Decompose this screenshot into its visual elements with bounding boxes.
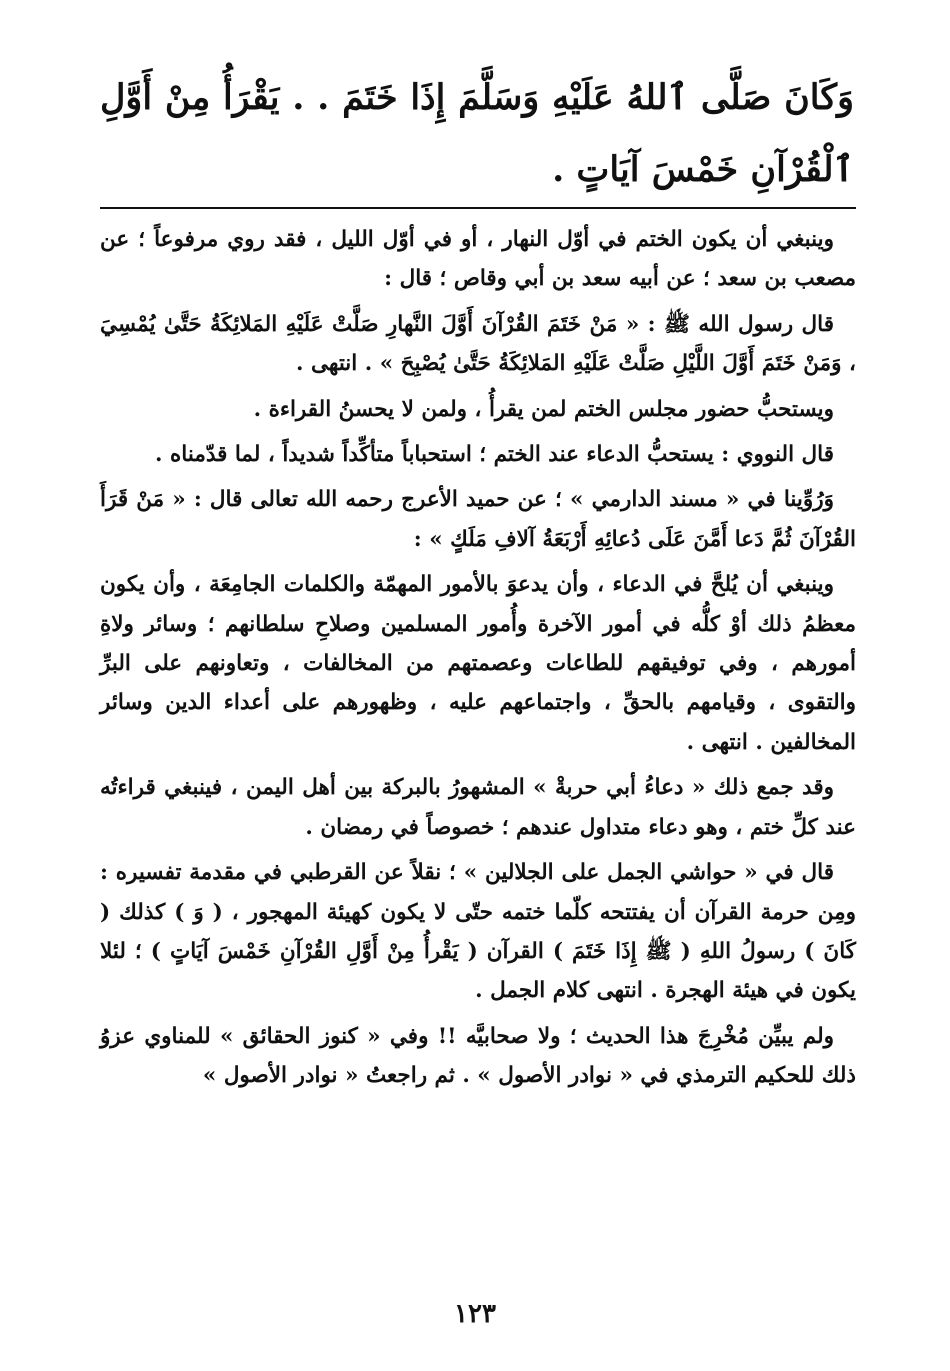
commentary-paragraph: قال رسول الله ﷺ : « مَنْ خَتَمَ القُرْآنَ أَوَّلَ النَّهارِ صَلَّتْ عَلَيْهِ المَلائِكَةُ حَتَّىٰ يُمْسِيَ ، وَمَنْ خَتَمَ أَوَّلَ اللَّيْلِ صَلَّتْ عَلَيْهِ المَلائِكَةُ حَتَّىٰ يُصْبِحَ » . انتهى . <box>100 311 856 377</box>
commentary-paragraph: قال في « حواشي الجمل على الجلالين » ؛ نقلاً عن القرطبي في مقدمة تفسيره : ومِن حرمة القرآن أن يفتتحه كلّما ختمه حتّى لا يكون كهيئة المهجور ، ( وَ ) كذلك ( كَانَ ) رسولُ اللهِ ( ﷺ إِذَا خَتَمَ ) القرآن ( يَقْرأُ مِنْ أَوَّلِ القُرْآنِ خَمْسَ آيَاتٍ ) ؛ لئلا يكون في هيئة الهجرة . انتهى كلام الجمل . <box>100 860 856 1004</box>
main-text-block <box>100 62 854 206</box>
commentary-block <box>100 220 856 1102</box>
commentary-paragraph: قال النووي : يستحبُّ الدعاء عند الختم ؛ استحباباً متأكِّداً شديداً ، لما قدّمناه . <box>155 442 834 468</box>
commentary-paragraph: وينبغي أن يُلحَّ في الدعاء ، وأن يدعوَ بالأمور المهمّة والكلمات الجامِعَة ، وأن يكون معظمُ ذلك أوْ كلُّه في أمور الآخرة وأُمور المسلمين وصلاحِ سلطانهم ؛ وسائر ولاةِ أمورهم ، وفي توفيقهم للطاعات وعصمتهم من المخالفات ، وتعاونهم على البرِّ والتقوى ، وقيامهم بالحقِّ ، واجتماعهم عليه ، وظهورهم على أعداء الدين وسائر المخالفين . انتهى . <box>100 572 856 755</box>
commentary-paragraph: وقد جمع ذلك « دعاءُ أبي حربةْ » المشهورُ بالبركة بين أهل اليمن ، فينبغي قراءتُه عند كلِّ ختم ، وهو دعاء متداول عندهم ؛ خصوصاً في رمضان . <box>100 775 856 840</box>
commentary-paragraph: وينبغي أن يكون الختم في أوّل النهار ، أو في أوّل الليل ، فقد روي مرفوعاً ؛ عن مصعب بن سعد ؛ عن أبيه سعد بن أبي وقاص ؛ قال : <box>100 227 856 292</box>
commentary-paragraph: ويستحبُّ حضور مجلس الختم لمن يقرأُ ، ولمن لا يحسنُ القراءة . <box>253 396 834 422</box>
divider-line <box>100 207 856 209</box>
main-text-paragraph: وَكَانَ صَلَّى ٱللهُ عَلَيْهِ وَسَلَّمَ إِذَا خَتَمَ . . يَقْرَأُ مِنْ أَوَّلِ ٱلْقُرْآنِ خَمْسَ آيَاتٍ . <box>100 77 854 190</box>
page-number: ١٢٣ <box>454 1299 496 1329</box>
commentary-paragraph: ولم يبيِّن مُخْرِجَ هذا الحديث ؛ ولا صحابيَّه !! وفي « كنوز الحقائق » للمناوي عزوُ ذلك للحكيم الترمذي في « نوادر الأصول » . ثم راجعتُ « نوادر الأصول » <box>100 1023 856 1089</box>
commentary-paragraph: وَرُوِّينا في « مسند الدارمي » ؛ عن حميد الأعرج رحمه الله تعالى قال : « مَنْ قَرَأَ القُرْآنَ ثُمَّ دَعا أَمَّنَ عَلَى دُعائِهِ أَرْبَعَةُ آلافِ مَلَكٍ » : <box>100 487 856 552</box>
